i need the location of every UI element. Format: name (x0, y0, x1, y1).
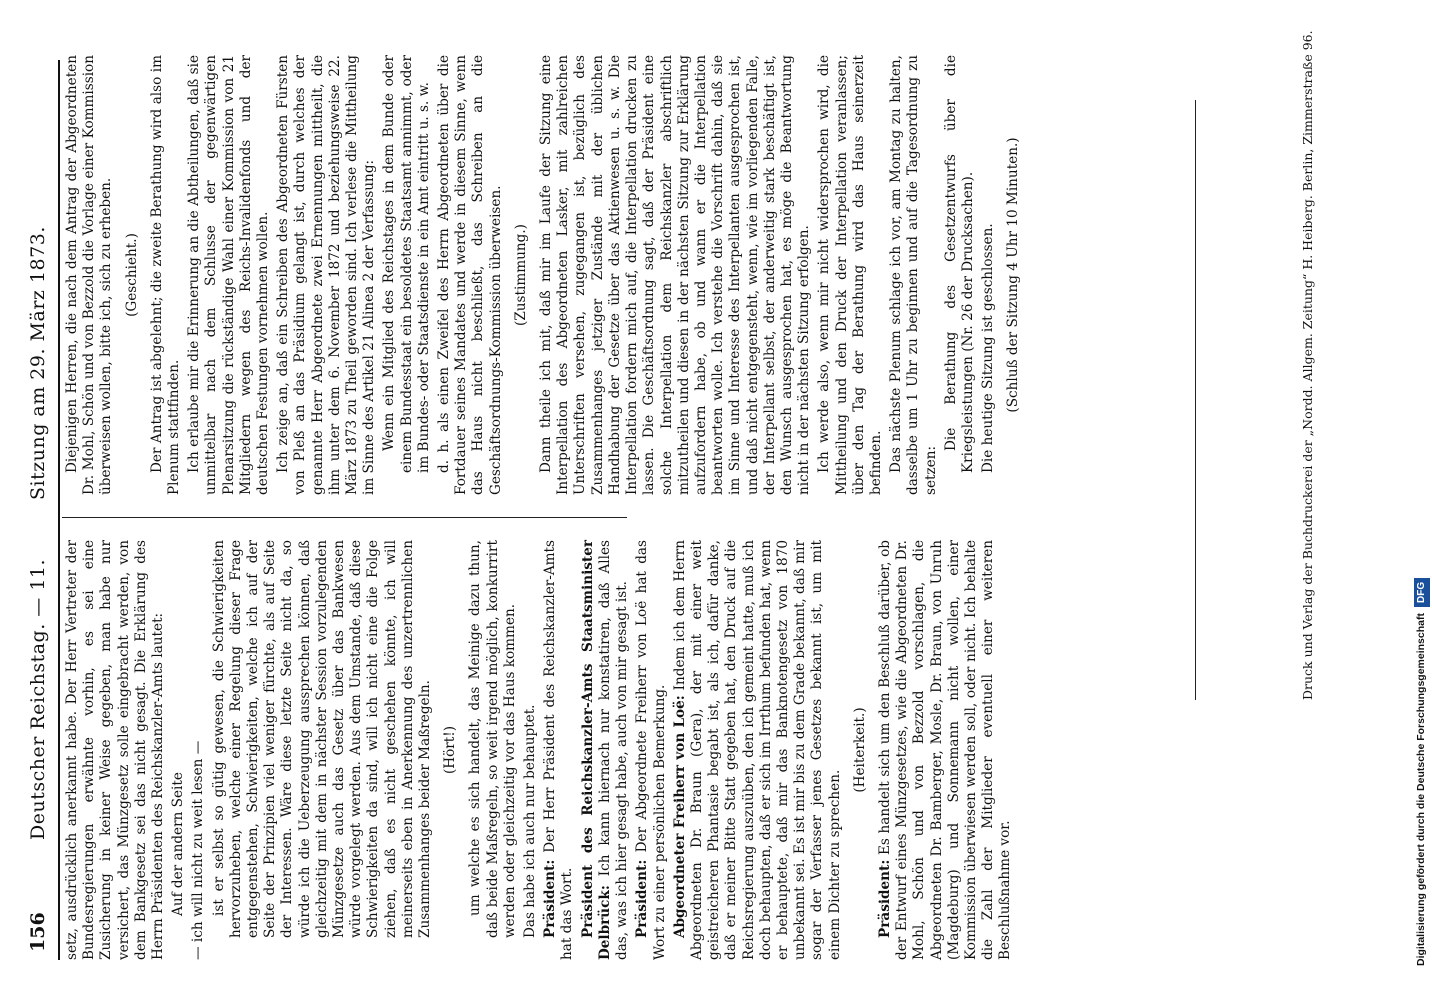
speaker-paragraph (877, 540, 1015, 960)
speech-text: Ich kann hiernach nur konstatiren, daß Alles das, was ich hier gesagt habe, auch von mir gesagt ist. (596, 540, 631, 960)
quoted-passage: Auf der andern Seite (170, 772, 187, 916)
text-column-left (64, 539, 1014, 960)
speaker-name: Präsident des Reichskanzler-Amts Staatsminister Delbrück: (579, 540, 613, 960)
stage-direction: (Hört!) (442, 725, 459, 775)
session-date: Sitzung am 29. März 1873. (27, 226, 49, 500)
paragraph: d. h. als einen Zweifel des Herrn Abgeordneten über die Fortdauer seines Mandates und werde in diesem Sinne, wenn das Haus nicht beschließt, das Schreiben an die Geschäftsordnungs-Kommission überweisen. (436, 55, 504, 495)
page-number: 156 (27, 912, 49, 952)
paragraph: — ich will nicht zu weit lesen — (190, 740, 207, 960)
speaker-name: Präsident: (542, 859, 559, 938)
speaker-name: Präsident: (634, 859, 651, 938)
stage-direction: (Geschieht.) (123, 233, 140, 317)
paragraph: Ich zeige an, daß ein Schreiben des Abgeordneten Fürsten von Pleß an das Präsidium gelangt ist, durch welches der genannte Herr Abgeordnete zwei Ernennungen mittheilt, die ihm unter dem 6. November 1872 und beziehungsweise 22. März 1873 zu Theil geworden sind. Ich verlese die Mittheilung im Sinne des Artikel 21 Alinea 2 der Verfassung: (275, 55, 378, 495)
speaker-name: Präsident: (876, 859, 893, 938)
paragraph: Das habe ich auch nur behauptet. (522, 704, 539, 938)
speaker-paragraph (634, 540, 668, 960)
speech-text: Indem ich dem Herrn Abgeordneten Dr. Braun (Gera), der mit einer weit geistreicheren Phantasie begabt ist, als ich, dafür danke, daß er meiner Bitte Statt gegeben hat, den Druck auf die Reichsregierung auszuüben, den ich gemeint hatte, muß ich doch behaupten, daß er sich im Irrthum befunden hat, wenn er behauptete, daß mir das Banknotengesetz von 1870 unbekannt sei. Es ist mir bis zu dem Grade bekannt, daß mir sogar der Verfasser jenes Gesetzes bekannt ist, um mit einem Dichter zu sprechen. (671, 539, 843, 960)
publication-title: Deutscher Reichstag. — 11. (27, 558, 49, 840)
paragraph: setz, ausdrücklich anerkannt habe. Der Herr Vertreter der Bundesregierungen erwähnte vorhin, es sei eine Zusicherung in keiner Weise gegeben, man habe nur versichert, das Münzgesetz solle eingebracht werden, von dem Bankgesetz sei das nicht gesagt. Die Erklärung des Herrn Präsidenten des Reichskanzler-Amts lautet: (64, 540, 167, 960)
funding-note: Digitalisierung gefördert durch die Deutsche Forschungsgemeinschaft (1415, 613, 1427, 966)
speaker-paragraph (672, 540, 844, 960)
stage-direction: (Schluß der Sitzung 4 Uhr 10 Minuten.) (1005, 137, 1022, 413)
paragraph: Das nächste Plenum schlage ich vor, am Montag zu halten, dasselbe um 1 Uhr zu beginnen und auf die Tagesordnung zu setzen: (888, 55, 939, 495)
paragraph: Die heutige Sitzung ist geschlossen. (980, 223, 997, 473)
quoted-passage: Die Berathung des Gesetzentwurfs über die Kriegsleistungen (Nr. 26 der Drucksachen). (942, 55, 976, 473)
printer-imprint: Druck und Verlag der Buchdruckerei der „Nordd. Allgem. Zeitung“ H. Heiberg. Berlin, Zimmerstraße 96. (1300, 30, 1315, 700)
paragraph: Ich erlaube mir die Erinnerung an die Abtheilungen, daß sie unmittelbar nach dem Schlusse der gegenwärtigen Plenarsitzung die rückständige Wahl einer Kommission von 21 Mitgliedern wegen des Reichs-Invalidenfonds und der deutschen Festungen vornehmen wollen. (186, 55, 272, 495)
paragraph: Der Antrag ist abgelehnt; die zweite Berathung wird also im Plenum stattfinden. (148, 55, 183, 495)
paragraph: Diejenigen Herren, die nach dem Antrag der Abgeordneten Dr. Mohl, Schön und von Bezzold die Vorlage einer Kommission überweisen wollen, bitte ich, sich zu erheben. (64, 55, 115, 495)
end-rule (1195, 100, 1196, 700)
text-column-right (64, 55, 1174, 495)
speaker-name: Abgeordneter Freiherr von Loë: (671, 695, 688, 938)
speech-text: Der Abgeordnete Freiherr von Loë hat das Wort zu einer persönlichen Bemerkung. (634, 540, 668, 960)
digitization-credit (1410, 0, 1432, 1000)
stage-direction: (Heiterkeit.) (851, 707, 868, 793)
speaker-paragraph (542, 540, 576, 960)
dfg-logo: DFG (1414, 578, 1430, 607)
running-header (18, 60, 60, 960)
speaker-paragraph (580, 540, 632, 960)
paragraph: Ich werde also, wenn mir nicht widersprochen wird, die Mittheilung und den Druck der Interpellation veranlassen; über den Tag der Berathung wird das Haus seinerzeit befinden. (816, 55, 884, 495)
speech-text: Der Herr Präsident des Reichskanzler-Amts hat das Wort. (542, 540, 576, 960)
quoted-passage: um welche es sich handelt, das Meinige dazu thun, daß beide Maßregeln, so weit irgend möglich, konkurrirt werden oder gleichzeitig vor das Haus kommen. (467, 540, 518, 938)
quoted-passage: Wenn ein Mitglied des Reichstages in dem Bunde oder einem Bundesstaat ein besoldetes Staatsamt annimmt, oder im Bundes- oder Staatsdienste in ein Amt eintritt u. s. w. (381, 55, 432, 473)
paragraph: Dann theile ich mit, daß mir im Laufe der Sitzung eine Interpellation des Abgeordneten Lasker, mit zahlreichen Unterschriften versehen, zugegangen ist, bezüglich des Zusammenhanges jetziger Zustände mit der üblichen Handhabung der Gesetze über das Aktienwesen u. s. w. Die Interpellation fordern mich auf, die Interpellation drucken zu lassen. Die Geschäftsordnung sagt, daß der Präsident eine solche Interpellation dem Reichskanzler abschriftlich mitzutheilen und diesen in der nächsten Sitzung zur Erklärung aufzufordern habe, ob und wann er die Interpellation beantworten wolle. Ich verstehe die Vorschrift dahin, daß sie im Sinne und Interesse des Interpellanten ausgesprochen ist, und daß nicht entgegensteht, wenn, wie im vorliegenden Falle, der Interpellant selbst, der anderweitig stark beschäftigt ist, den Wunsch ausgesprochen hat, es möge die Beantwortung nicht in der nächsten Sitzung erfolgen. (538, 55, 813, 495)
column-divider (62, 517, 627, 518)
stage-direction: (Zustimmung.) (512, 224, 529, 326)
quoted-passage: ist er selbst so gütig gewesen, die Schwierigkeiten hervorzuheben, welche einer Regelung dieser Frage entgegenstehen, Schwierigkeiten, welche ich auf der Seite der Prinzipien viel weniger fürchte, als auf Seite der Interessen. Wäre diese letzte Seite nicht da, so würde ich die Ueberzeugung aussprechen können, daß gleichzeitig mit dem in nächster Session vorzulegenden Münzgesetze auch das Gesetz über das Bankwesen würde vorgelegt werden. Aus dem Umstande, daß diese Schwierigkeiten da sind, will ich nicht eine die Folge ziehen, daß es nicht geschehen könnte, ich will meinerseits eben in Anerkennung des unzertrennlichen Zusammenhanges beider Maßregeln. (210, 540, 434, 938)
speech-text: Es handelt sich um den Beschluß darüber, ob der Entwurf eines Münzgesetzes, wie die Abgeordneten Dr. Mohl, Schön und von Bezzold vorschlagen, die Abgeordneten Dr. Bamberger, Mosle, Dr. Braun, von Unruh (Magdeburg) und Sonnemann nicht wollen, einer Kommission überwiesen werden soll, oder nicht. Ich behalte die Zahl der Mitglieder eventuell einer weiteren Beschlußnahme vor. (876, 540, 1014, 960)
